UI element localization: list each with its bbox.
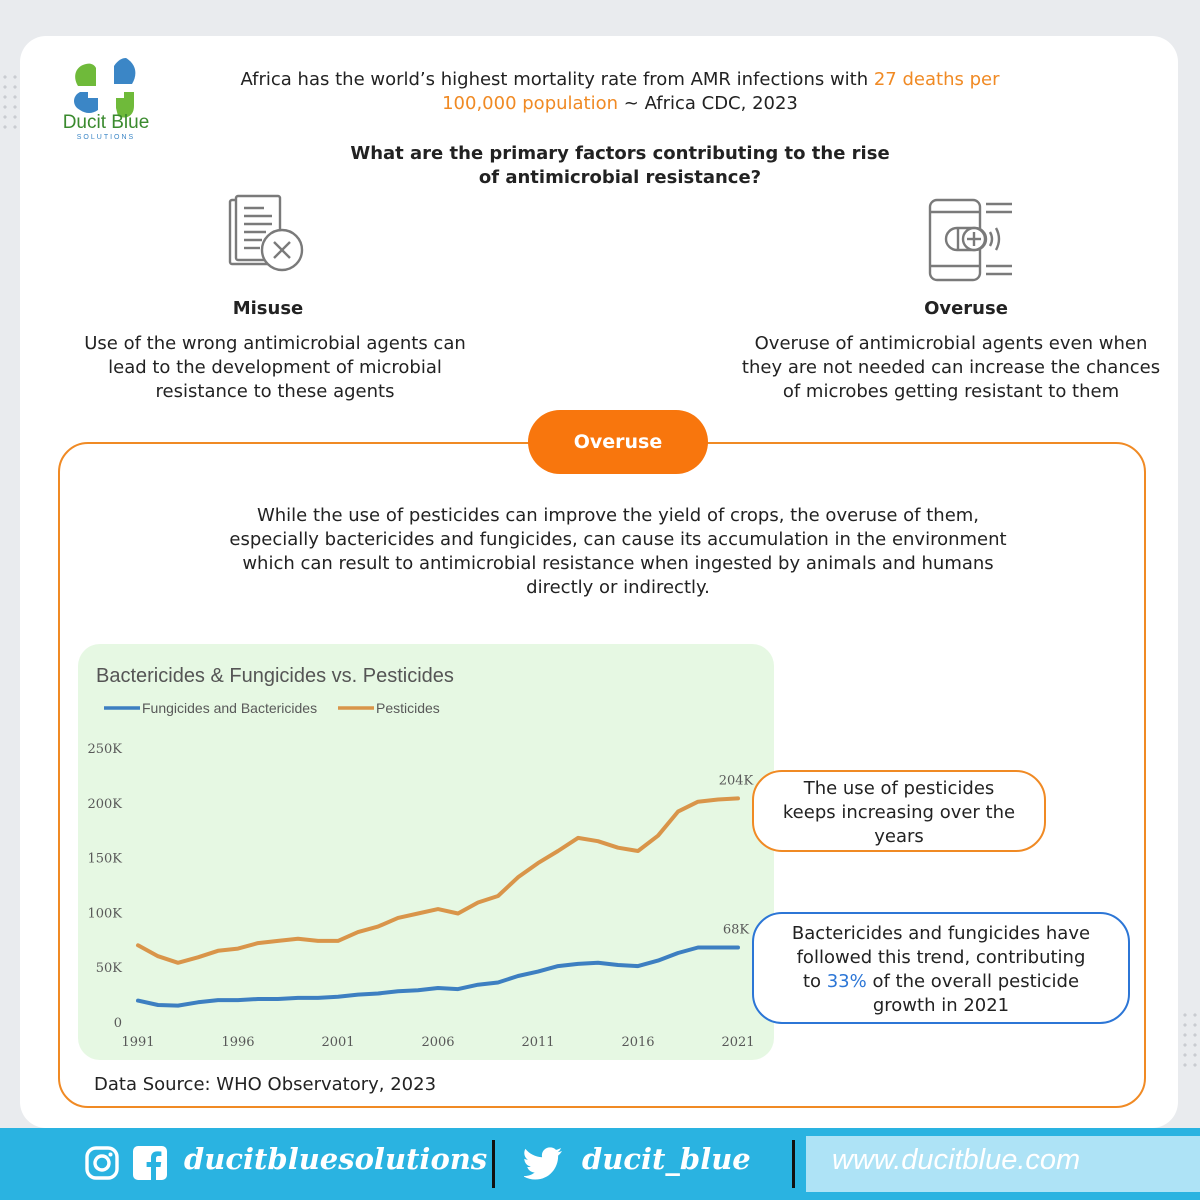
phone-pill-icon <box>924 194 1014 284</box>
x-tick-label: 2011 <box>521 1035 555 1050</box>
y-tick-label: 100K <box>87 906 122 922</box>
document-cross-icon <box>222 194 312 278</box>
callout-percentage: 33% <box>826 971 867 992</box>
x-tick-label: 2016 <box>621 1035 655 1050</box>
x-tick-label: 1991 <box>121 1035 155 1050</box>
twitter-handle[interactable]: ducit_blue <box>582 1142 751 1176</box>
callout-line: years <box>874 826 924 847</box>
x-tick-label: 2001 <box>321 1035 355 1050</box>
y-tick-label: 250K <box>87 742 122 757</box>
brand-tagline: SOLUTIONS <box>76 134 136 141</box>
footer-divider <box>792 1140 795 1188</box>
question-line: of antimicrobial resistance? <box>478 167 762 188</box>
callout-line: followed this trend, contributing <box>796 947 1086 968</box>
description-line: lead to the development of microbial <box>108 357 442 378</box>
chart-title: Bactericides & Fungicides vs. Pesticides <box>96 665 454 687</box>
body-line: especially bactericides and fungicides, can cause its accumulation in the environment <box>229 529 1007 550</box>
callout-line: Bactericides and fungicides have <box>791 923 1091 944</box>
misuse-title: Misuse <box>232 298 304 319</box>
description-line: Use of the wrong antimicrobial agents can <box>84 333 466 354</box>
section-body <box>190 504 1046 600</box>
legend-label: Pesticides <box>376 700 440 716</box>
misuse-description <box>50 332 500 404</box>
instagram-icon[interactable] <box>84 1145 120 1181</box>
legend-label: Fungicides and Bactericides <box>142 700 318 716</box>
callout-line <box>754 970 1128 994</box>
body-line: While the use of pesticides can improve the yield of crops, the overuse of them, <box>256 505 980 526</box>
description-line: resistance to these agents <box>155 381 395 402</box>
footer-bar <box>0 1128 1200 1200</box>
overuse-description <box>716 332 1186 404</box>
overuse-title: Overuse <box>924 298 1008 319</box>
chart-legend <box>104 700 440 716</box>
body-line: which can result to antimicrobial resistance when ingested by animals and humans <box>242 553 994 574</box>
section-pill: Overuse <box>528 410 708 474</box>
description-line: Overuse of antimicrobial agents even when <box>754 333 1148 354</box>
callout-line: The use of pesticides <box>803 778 995 799</box>
y-tick-label: 200K <box>87 796 122 812</box>
bactericides-callout <box>752 912 1130 1024</box>
description-line: of microbes getting resistant to them <box>782 381 1120 402</box>
pesticides-callout <box>752 770 1046 852</box>
facebook-icon[interactable] <box>132 1145 168 1181</box>
social-handle[interactable]: ducitbluesolutions <box>184 1142 488 1176</box>
description-line: they are not needed can increase the chances <box>741 357 1161 378</box>
y-tick-label: 0 <box>113 1016 122 1031</box>
brand-name: Ducit Blue <box>62 112 150 133</box>
y-tick-label: 150K <box>87 851 122 867</box>
body-line: directly or indirectly. <box>526 577 710 598</box>
headline-citation: ~ Africa CDC, 2023 <box>618 93 798 114</box>
headline-highlight: 27 deaths per 100,000 population <box>442 69 1000 114</box>
question-line: What are the primary factors contributing to the rise <box>350 143 890 164</box>
callout-line: growth in 2021 <box>872 995 1010 1016</box>
end-data-label: 204K <box>718 773 754 789</box>
twitter-icon[interactable] <box>524 1145 564 1181</box>
line-chart <box>78 644 774 1060</box>
headline-text: Africa has the world’s highest mortality rate from AMR infections with <box>240 69 874 90</box>
callout-text: of the overall pesticide <box>866 971 1080 992</box>
headline <box>230 68 1010 116</box>
y-tick-label: 50K <box>95 961 122 977</box>
x-tick-label: 2021 <box>721 1035 755 1050</box>
end-data-label: 68K <box>722 922 750 938</box>
question-heading <box>300 142 940 190</box>
callout-line: keeps increasing over the <box>782 802 1016 823</box>
callout-text: to <box>802 971 827 992</box>
x-tick-label: 1996 <box>221 1035 255 1050</box>
footer-divider <box>492 1140 495 1188</box>
website-link[interactable]: www.ducitblue.com <box>832 1144 1081 1176</box>
x-tick-label: 2006 <box>421 1035 455 1050</box>
data-source: Data Source: WHO Observatory, 2023 <box>94 1074 437 1095</box>
